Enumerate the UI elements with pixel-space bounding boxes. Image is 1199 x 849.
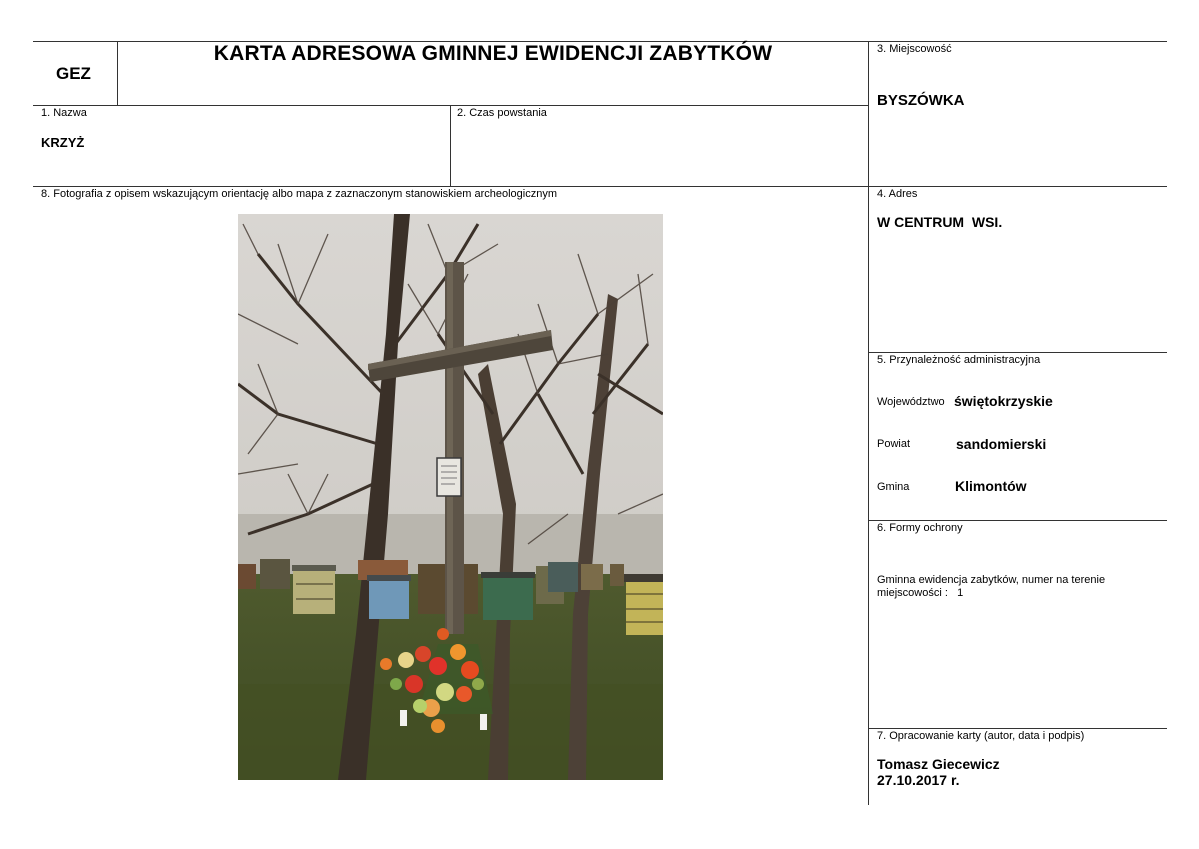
wojewodztwo-value: świętokrzyskie [954, 393, 1053, 409]
section6-border [868, 520, 1167, 521]
gmina-value: Klimontów [955, 478, 1027, 494]
miejscowosc-label: 3. Miejscowość [877, 43, 952, 55]
section7-border [868, 728, 1167, 729]
row2-border [33, 186, 1167, 187]
nazwa-label: 1. Nazwa [41, 107, 87, 119]
formy-line2: miejscowości : 1 [877, 587, 964, 599]
nazwa-czas-divider [450, 105, 451, 186]
gez-code: GEZ [56, 64, 91, 83]
gmina-label: Gmina [877, 481, 910, 493]
miejscowosc-value: BYSZÓWKA [877, 92, 965, 109]
page-title: KARTA ADRESOWA GMINNEJ EWIDENCJI ZABYTKÓW [213, 42, 773, 65]
nazwa-value: KRZYŻ [41, 135, 85, 150]
czas-label: 2. Czas powstania [457, 107, 547, 119]
formy-label: 6. Formy ochrony [877, 522, 963, 534]
przynaleznosc-label: 5. Przynależność administracyjna [877, 354, 1041, 366]
powiat-value: sandomierski [956, 436, 1047, 452]
adres-value: W CENTRUM WSI. [877, 214, 1003, 230]
right-column-divider [868, 41, 869, 805]
adres-label: 4. Adres [877, 188, 918, 200]
author-name: Tomasz Giecewicz [877, 756, 1000, 772]
opracowanie-label: 7. Opracowanie karty (autor, data i podpis) [877, 730, 1085, 742]
powiat-label: Powiat [877, 438, 911, 450]
section5-border [868, 352, 1167, 353]
cross-photo [238, 214, 663, 780]
author-date: 27.10.2017 r. [877, 772, 960, 788]
formy-line1: Gminna ewidencja zabytków, numer na terenie [877, 574, 1106, 586]
wojewodztwo-label: Województwo [877, 396, 945, 408]
fotografia-label: 8. Fotografia z opisem wskazującym orientację albo mapa z zaznaczonym stanowiskiem archeologicznym [41, 188, 558, 200]
